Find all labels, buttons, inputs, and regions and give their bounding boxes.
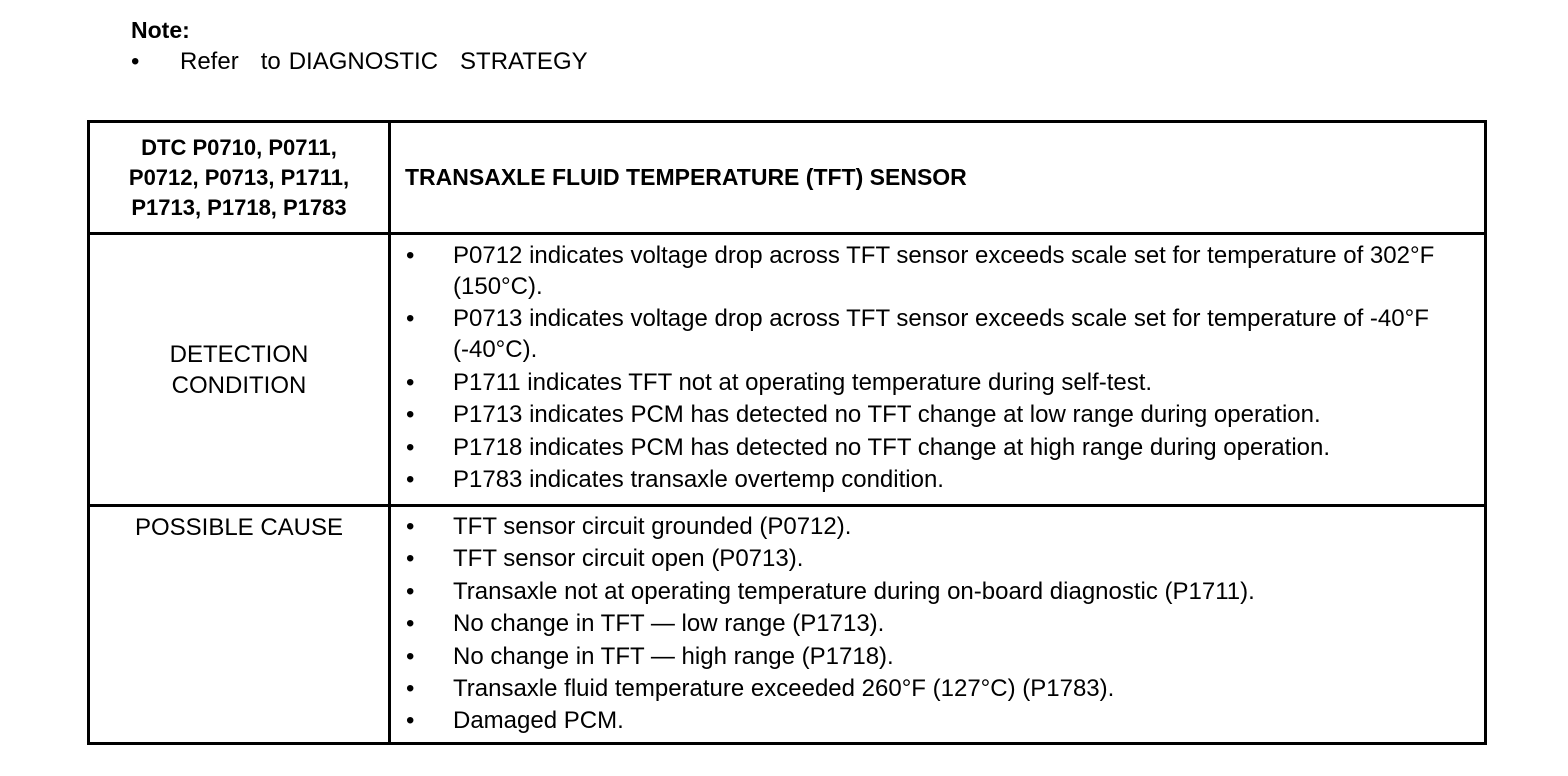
detection-label-cell	[89, 234, 390, 506]
note-item	[131, 47, 588, 77]
note-link-diagnostic: DIAGNOSTIC	[288, 48, 439, 75]
cause-content-cell	[390, 506, 1486, 744]
note-title: Note:	[131, 17, 190, 43]
detection-label-line: DETECTION	[169, 340, 309, 368]
note-bullet: •	[131, 48, 140, 75]
list-item: • Damaged PCM.	[391, 705, 1484, 736]
cause-row	[89, 506, 1486, 744]
list-item: • P1718 indicates PCM has detected no TFT change at high range during operation.	[391, 432, 1484, 463]
dtc-title-cell: TRANSAXLE FLUID TEMPERATURE (TFT) SENSOR	[390, 122, 1486, 234]
detection-row	[89, 234, 1486, 506]
dtc-codes-line: DTC P0710, P0711,	[141, 134, 337, 160]
detection-label-line: CONDITION	[171, 371, 307, 399]
list-item: • P1711 indicates TFT not at operating temperature during self-test.	[391, 367, 1484, 398]
list-item: • P0713 indicates voltage drop across TFT sensor exceeds scale set for temperature of -40°F (-40°C).	[391, 303, 1484, 365]
note-word: to	[260, 48, 281, 75]
cause-label-cell: POSSIBLE CAUSE	[89, 506, 390, 744]
list-item: • TFT sensor circuit open (P0713).	[391, 543, 1484, 574]
list-item: • P1783 indicates transaxle overtemp condition.	[391, 464, 1484, 495]
list-item: • Transaxle not at operating temperature during on-board diagnostic (P1711).	[391, 576, 1484, 607]
list-item: • Transaxle fluid temperature exceeded 260°F (127°C) (P1783).	[391, 673, 1484, 704]
list-item: • TFT sensor circuit grounded (P0712).	[391, 511, 1484, 542]
table-header-row	[89, 122, 1486, 234]
dtc-codes-line: P0712, P0713, P1711,	[128, 164, 350, 190]
list-item: • No change in TFT — low range (P1713).	[391, 608, 1484, 639]
list-item: • P0712 indicates voltage drop across TFT sensor exceeds scale set for temperature of 302°F (150°C).	[391, 240, 1484, 302]
dtc-codes-cell	[89, 122, 390, 234]
cause-list	[391, 507, 1484, 736]
detection-list	[391, 235, 1484, 495]
dtc-table	[87, 120, 1487, 745]
dtc-codes-line: P1713, P1718, P1783	[131, 194, 347, 220]
note-word: Refer	[180, 48, 239, 75]
list-item: • No change in TFT — high range (P1718).	[391, 641, 1484, 672]
detection-content-cell	[390, 234, 1486, 506]
note-link-strategy: STRATEGY	[460, 48, 588, 75]
list-item: • P1713 indicates PCM has detected no TFT change at low range during operation.	[391, 399, 1484, 430]
